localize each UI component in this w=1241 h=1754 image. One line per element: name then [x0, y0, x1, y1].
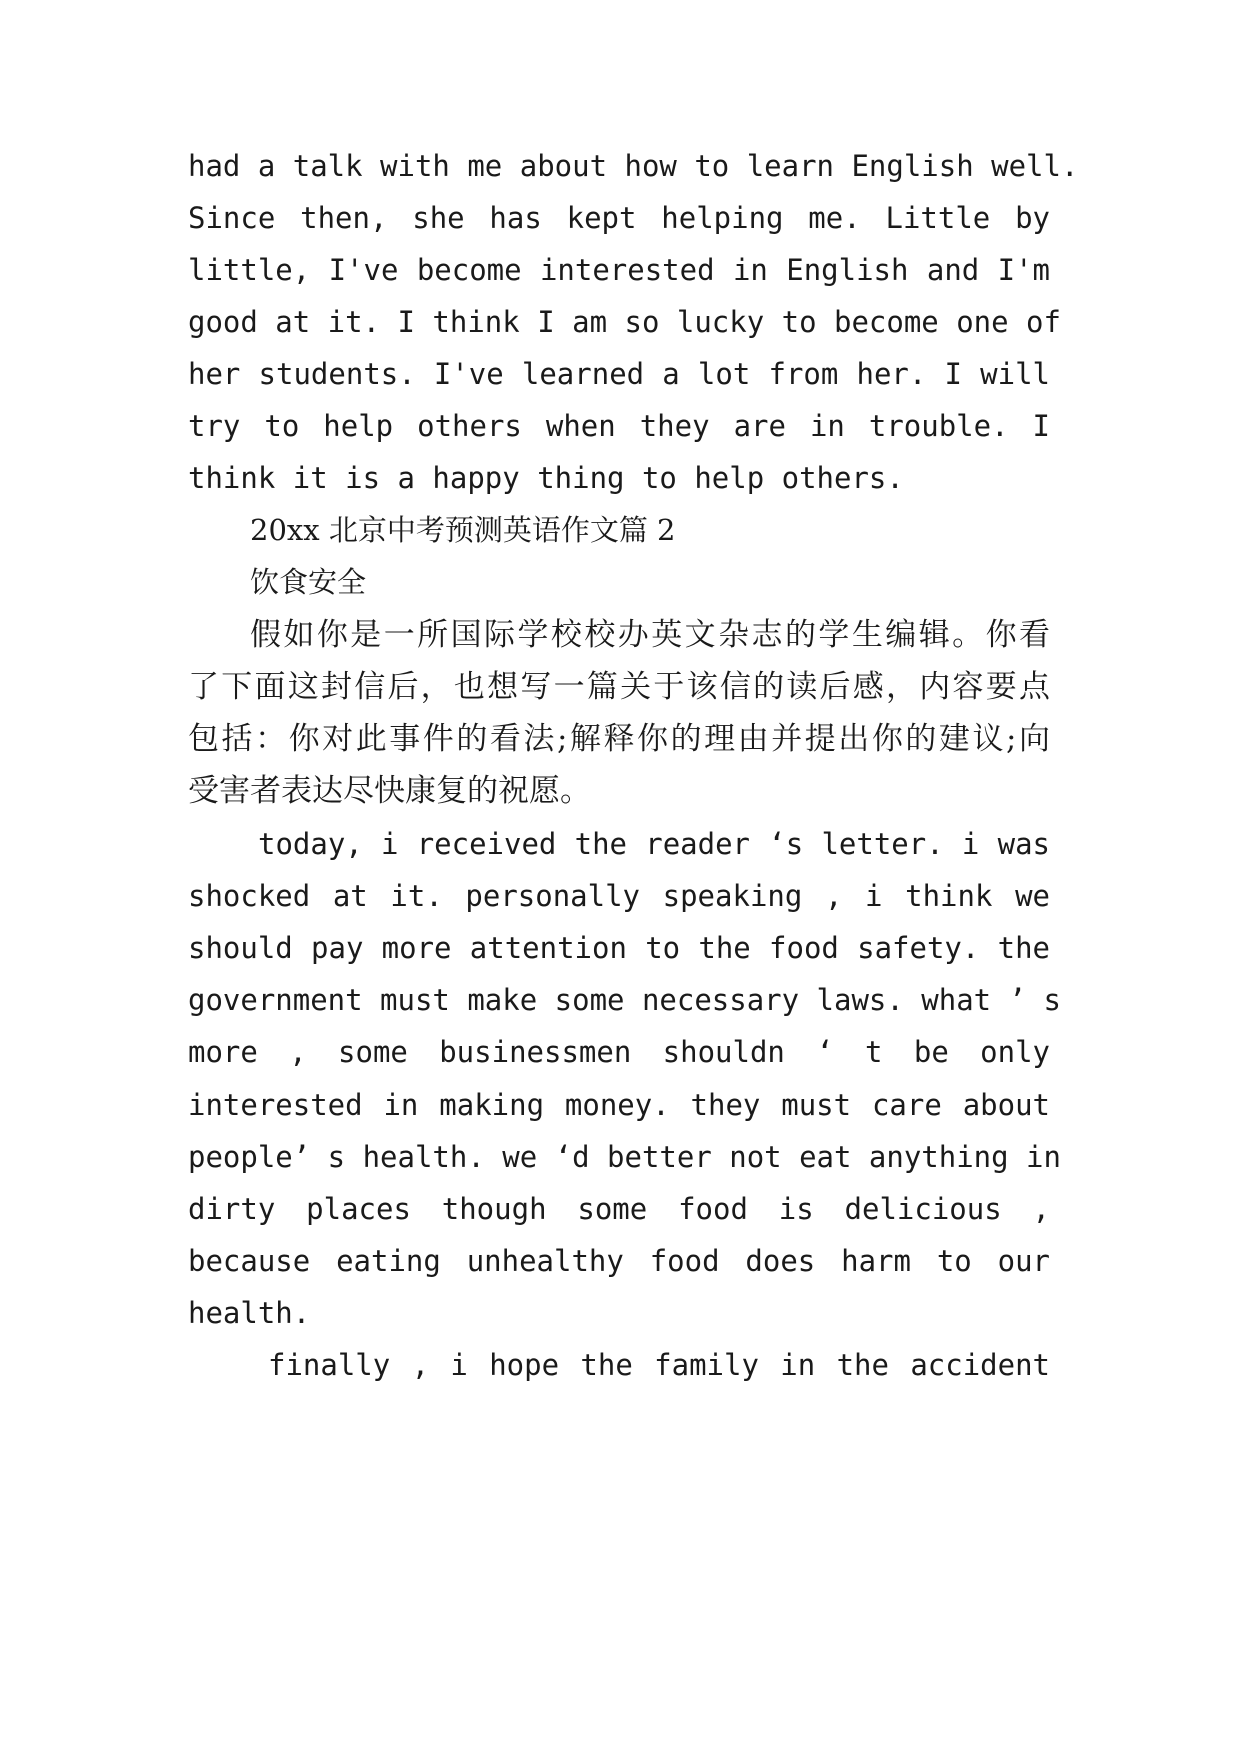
essay-line: finally , i hope the family in the accident [268, 1348, 1050, 1382]
prompt-line: 假如你是一所国际学校校办英文杂志的学生编辑。你看 [250, 617, 1050, 653]
paragraph-line: had a talk with me about how to learn English well. [188, 149, 1079, 183]
topic-title: 饮食安全 [250, 565, 367, 599]
section-title: 20xx 北京中考预测英语作文篇 2 [250, 513, 676, 547]
paragraph-line: think it is a happy thing to help others. [188, 461, 904, 495]
essay-line: government must make some necessary laws. what ’ s [188, 983, 1061, 1017]
essay-line: shocked at it. personally speaking , i think we [188, 879, 1050, 913]
paragraph-line: little, I've become interested in English and I'm [188, 253, 1050, 287]
essay-line: dirty places though some food is delicious , [188, 1192, 1050, 1226]
essay-line: people’ s health. we ‘d better not eat anything in [188, 1140, 1061, 1174]
essay-line: health. [188, 1296, 311, 1330]
paragraph-line: her students. I've learned a lot from her. I will [188, 357, 1050, 391]
essay-line: interested in making money. they must care about [188, 1088, 1050, 1122]
essay-line: more , some businessmen shouldn ‘ t be only [188, 1035, 1050, 1069]
paragraph-line: good at it. I think I am so lucky to become one of [188, 305, 1061, 339]
essay-line: today, i received the reader ‘s letter. i was [258, 827, 1050, 861]
prompt-line: 包括：你对此事件的看法;解释你的理由并提出你的建议;向 [188, 721, 1050, 757]
prompt-line: 受害者表达尽快康复的祝愿。 [188, 773, 591, 809]
essay-line: because eating unhealthy food does harm to our [188, 1244, 1050, 1278]
prompt-line: 了下面这封信后，也想写一篇关于该信的读后感，内容要点 [188, 669, 1050, 705]
paragraph-line: Since then, she has kept helping me. Little by [188, 201, 1050, 235]
paragraph-line: try to help others when they are in trouble. I [188, 409, 1050, 443]
essay-line: should pay more attention to the food safety. the [188, 931, 1050, 965]
